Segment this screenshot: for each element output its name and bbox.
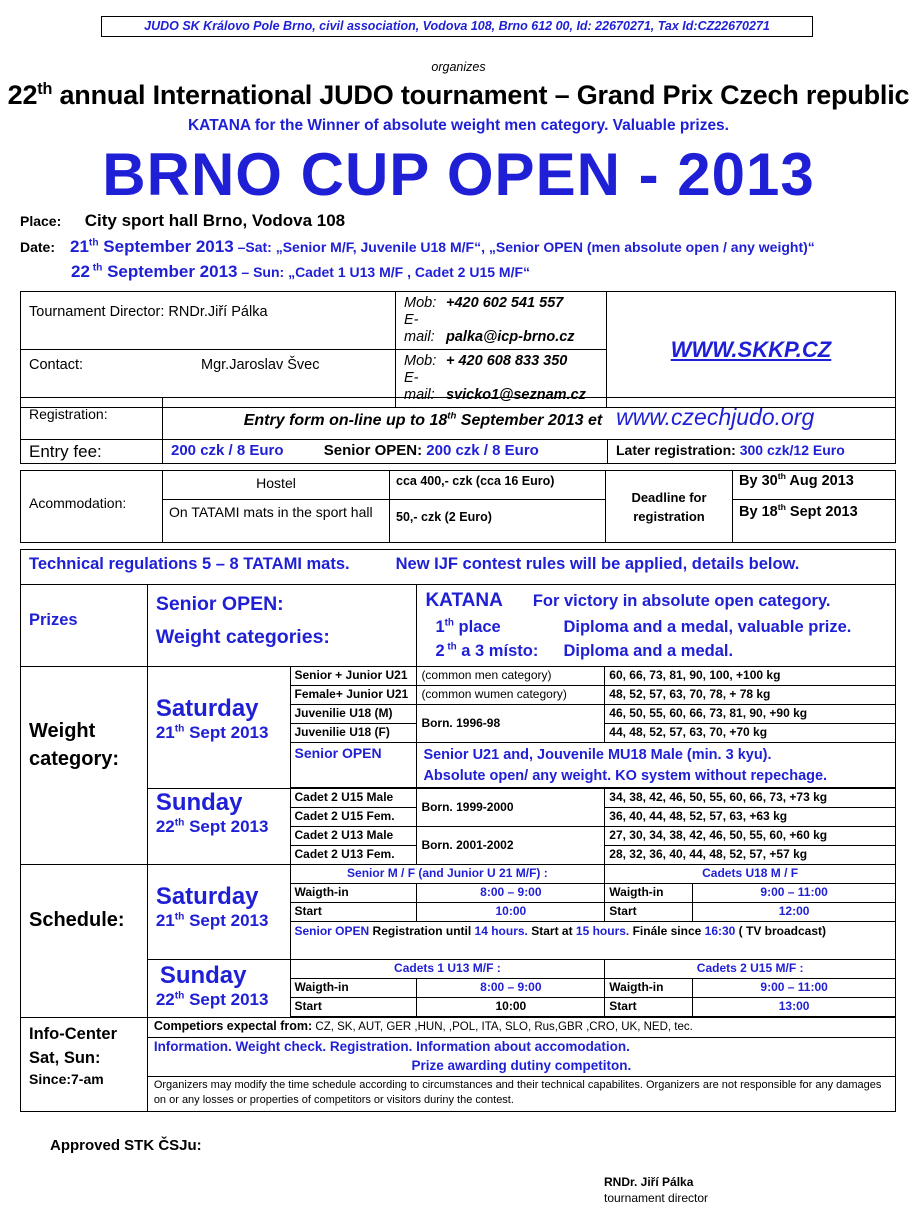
director-cell: Tournament Director: RNDr.Jiří Pálka [21, 292, 396, 350]
accommodation-table [20, 470, 896, 543]
tournament-title: 22th annual International JUDO tournament – Grand Prix Czech republic [7, 80, 910, 110]
weight-kg: 28, 32, 36, 40, 44, 48, 52, 57, +57 kg [605, 846, 896, 865]
weight-cat: Juvenilie U18 (F) [290, 724, 417, 743]
tatami-price: 50,- czk (2 Euro) [390, 500, 606, 543]
weight-kg: 34, 38, 42, 46, 50, 55, 60, 66, 73, +73 kg [605, 789, 896, 808]
senior-open-desc: Senior U21 and, Jouvenile MU18 Male (min. 3 kyu). Absolute open/ any weight. KO system without repechage. [417, 743, 896, 788]
weight-cat: Cadet 2 U15 Male [290, 789, 417, 808]
saturday-weights: Saturday 21th Sept 2013 [147, 667, 290, 789]
tatami-cell: On TATAMI mats in the sport hall [163, 500, 390, 543]
sun-a-start: 10:00 [417, 998, 605, 1017]
registration-label: Registration: [21, 398, 163, 440]
weigh-in-label: Waigth-in [605, 979, 693, 998]
start-label: Start [290, 998, 417, 1017]
sunday-schedule: Sunday 22th Sept 2013 [147, 960, 290, 1018]
main-table [20, 549, 896, 1112]
fee-values: 200 czk / 8 Euro Senior OPEN: 200 czk / 8 Euro [163, 440, 608, 464]
sat-b-weigh: 9:00 – 11:00 [693, 884, 896, 903]
weight-cat: Senior + Junior U21 [290, 667, 417, 686]
later-registration: Later registration: 300 czk/12 Euro [608, 440, 896, 464]
info-center-label: Info-Center Sat, Sun: Since:7-am [21, 1018, 148, 1112]
weight-category-label: Weight category: [21, 667, 148, 865]
prize-categories: Senior OPEN: Weight categories: [147, 585, 417, 667]
approved-text: Approved STK ČSJu: [50, 1137, 202, 1154]
event-name: BRNO CUP OPEN - 2013 [102, 141, 815, 208]
hostel-cell: Hostel [163, 471, 390, 500]
weight-cat: Female+ Junior U21 [290, 686, 417, 705]
deadline-2: By 18th Sept 2013 [733, 500, 896, 543]
tournament-subtitle: KATANA for the Winner of absolute weight men category. Valuable prizes. [187, 117, 729, 134]
weigh-in-label: Waigth-in [290, 979, 417, 998]
weight-kg: 27, 30, 34, 38, 42, 46, 50, 55, 60, +60 kg [605, 827, 896, 846]
website-cell [607, 292, 896, 408]
registration-url[interactable]: www.czechjudo.org [616, 404, 815, 430]
disclaimer-row: Organizers may modify the time schedule according to circumstances and their technical capabilites. Organizers are not responsible for any damages on or any losses or properties of competitors or visitors duriny the contest. [147, 1077, 895, 1112]
organizes-text: organizes [431, 60, 486, 74]
sun-b-start: 13:00 [693, 998, 896, 1017]
services-row: Information. Weight check. Registration. Information about accomodation. [147, 1038, 895, 1058]
weight-note: Born. 1996-98 [417, 705, 605, 743]
association-banner: JUDO SK Královo Pole Brno, civil association, Vodova 108, Brno 612 00, Id: 22670271, Tax Id:CZ22670271 [101, 16, 813, 37]
registration-text: Entry form on-line up to 18th September 2013 et www.czechjudo.org [163, 398, 896, 440]
senior-open-cat: Senior OPEN [290, 743, 417, 788]
weight-kg: 60, 66, 73, 81, 90, 100, +100 kg [605, 667, 896, 686]
weight-note: Born. 2001-2002 [417, 827, 605, 865]
contact-cell: Contact: Mgr.Jaroslav Švec [21, 350, 396, 408]
start-label: Start [605, 998, 693, 1017]
deadline-1: By 30th Aug 2013 [733, 471, 896, 500]
signer-name: RNDr. Jiří Pálka [604, 1175, 694, 1189]
schedule-label: Schedule: [21, 865, 148, 1018]
saturday-schedule: Saturday 21th Sept 2013 [147, 865, 290, 960]
date-line-2: 22 $^{th}$ September 2013 – Sun: „Cadet 1 U13 M/F , Cadet 2 U15 M/F“ [71, 262, 531, 281]
sat-a-start: 10:00 [417, 903, 605, 922]
signer-role: tournament director [604, 1191, 709, 1205]
weight-cat: Juvenilie U18 (M) [290, 705, 417, 724]
weight-cat: Cadet 2 U13 Fem. [290, 846, 417, 865]
accommodation-label: Acommodation: [21, 471, 163, 543]
director-contact: Mob: +420 602 541 557 E-mail: palka@icp-brno.cz [396, 292, 607, 350]
sun-group-b-head: Cadets 2 U15 M/F : [605, 960, 896, 979]
sat-group-b-head: Cadets U18 M / F [605, 865, 896, 884]
contact-details: Mob: + 420 608 833 350 E-mail: svicko1@seznam.cz [396, 350, 607, 408]
fee-table [20, 439, 896, 464]
senior-open-schedule: Senior OPEN Registration until 14 hours. Start at 15 hours. Finále since 16:30 ( TV broadcast) [290, 922, 896, 960]
weight-cat: Cadet 2 U13 Male [290, 827, 417, 846]
weight-kg: 46, 50, 55, 60, 66, 73, 81, 90, +90 kg [605, 705, 896, 724]
sun-group-a-head: Cadets 1 U13 M/F : [290, 960, 605, 979]
sun-a-weigh: 8:00 – 9:00 [417, 979, 605, 998]
website-link[interactable]: WWW.SKKP.CZ [670, 336, 832, 362]
start-label: Start [290, 903, 417, 922]
hostel-price: cca 400,- czk (cca 16 Euro) [390, 471, 606, 500]
sun-b-weigh: 9:00 – 11:00 [693, 979, 896, 998]
sat-b-start: 12:00 [693, 903, 896, 922]
signature-block [604, 1174, 708, 1206]
weight-kg: 48, 52, 57, 63, 70, 78, + 78 kg [605, 686, 896, 705]
competitors-row: Competiors expectal from: CZ, SK, AUT, GER ,HUN, ,POL, ITA, SLO, Rus,GBR ,CRO, UK, NED, tec. [147, 1018, 895, 1038]
place-line: Place: City sport hall Brno, Vodova 108 [20, 211, 346, 230]
weight-kg: 36, 40, 44, 48, 52, 57, 63, +63 kg [605, 808, 896, 827]
prize-descriptions: KATANA For victory in absolute open category. 1th place Diploma and a medal, valuable prize. 2 $^{th}$ a 3 místo: Diploma and a medal. [417, 585, 896, 667]
prizes-label: Prizes [21, 585, 148, 667]
awarding-row: Prize awarding dutiny competiton. [147, 1058, 895, 1077]
weight-note: (common wumen category) [417, 686, 605, 705]
weight-note: (common men category) [417, 667, 605, 686]
fee-label: Entry fee: [21, 440, 163, 464]
start-label: Start [605, 903, 693, 922]
weight-note: Born. 1999-2000 [417, 789, 605, 827]
sat-a-weigh: 8:00 – 9:00 [417, 884, 605, 903]
contacts-table [20, 291, 896, 408]
weigh-in-label: Waigth-in [290, 884, 417, 903]
weight-cat: Cadet 2 U15 Fem. [290, 808, 417, 827]
weight-kg: 44, 48, 52, 57, 63, 70, +70 kg [605, 724, 896, 743]
date-line-1: Date: 21th September 2013 –Sat: „Senior M/F, Juvenile U18 M/F“, „Senior OPEN (men absolute open / any weight)“ [20, 237, 815, 256]
technical-regulations: Technical regulations 5 – 8 TATAMI mats. New IJF contest rules will be applied, details below. [21, 550, 896, 585]
sat-group-a-head: Senior M / F (and Junior U 21 M/F) : [290, 865, 605, 884]
deadline-label: Deadline for registration [606, 471, 733, 543]
weigh-in-label: Waigth-in [605, 884, 693, 903]
registration-table [20, 397, 896, 440]
sunday-weights: Sunday 22th Sept 2013 [147, 789, 290, 865]
